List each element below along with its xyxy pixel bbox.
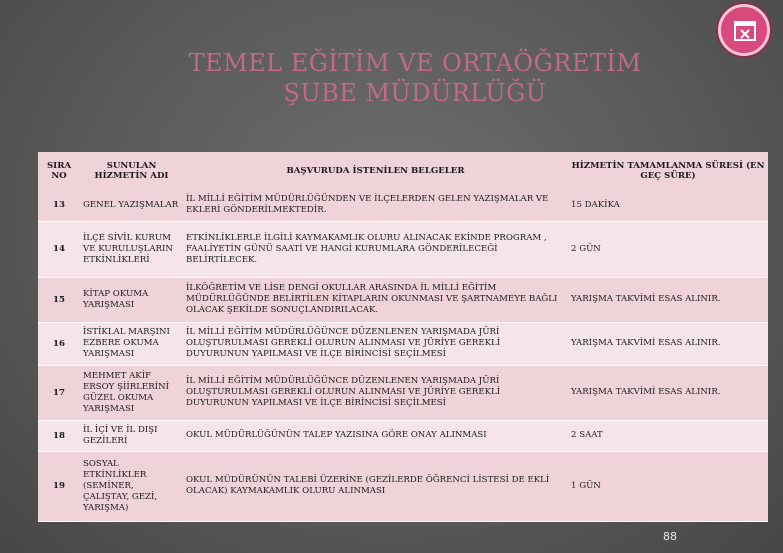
row-duration: YARIŞMA TAKVİMİ ESAS ALINIR. bbox=[568, 365, 768, 420]
row-duration: 2 GÜN bbox=[568, 221, 768, 277]
row-no: 19 bbox=[38, 451, 80, 521]
row-duration: YARIŞMA TAKVİMİ ESAS ALINIR. bbox=[568, 277, 768, 322]
table-row bbox=[38, 365, 768, 420]
table-row bbox=[38, 277, 768, 322]
header-service: SUNULAN HİZMETİN ADI bbox=[94, 161, 169, 181]
table-row bbox=[38, 190, 768, 221]
row-documents: İL MİLLİ EĞİTİM MÜDÜRLÜĞÜNDEN VE İLÇELERDEN GELEN YAZIŞMALAR VE EKLERİ GÖNDERİLMEKTEDİR. bbox=[183, 190, 568, 221]
row-no: 16 bbox=[38, 322, 80, 365]
row-service: MEHMET AKİF ERSOY ŞİİRLERİNİ GÜZEL OKUMA YARIŞMASI bbox=[80, 365, 183, 420]
table-header-row bbox=[38, 152, 768, 190]
title-line-2: ŞUBE MÜDÜRLÜĞÜ bbox=[283, 79, 547, 107]
row-no: 15 bbox=[38, 277, 80, 322]
table-row bbox=[38, 451, 768, 521]
presentation-close-icon bbox=[733, 19, 757, 43]
row-no: 13 bbox=[38, 190, 80, 221]
title-line-1: TEMEL EĞİTİM VE ORTAÖĞRETİM bbox=[188, 49, 642, 77]
row-service: GENEL YAZIŞMALAR bbox=[80, 190, 183, 221]
row-duration: 15 DAKİKA bbox=[568, 190, 768, 221]
row-duration: YARIŞMA TAKVİMİ ESAS ALINIR. bbox=[568, 322, 768, 365]
page-title bbox=[0, 48, 783, 108]
row-documents: OKUL MÜDÜRLÜĞÜNÜN TALEP YAZISINA GÖRE ONAY ALINMASI bbox=[183, 420, 568, 451]
row-documents: OKUL MÜDÜRÜNÜN TALEBİ ÜZERİNE (GEZİLERDE ÖĞRENCİ LİSTESİ DE EKLİ OLACAK) KAYMAKAMLIK OLURU ALINMASI bbox=[183, 451, 568, 521]
table-row bbox=[38, 322, 768, 365]
table-row bbox=[38, 221, 768, 277]
header-duration: HİZMETİN TAMAMLANMA SÜRESİ (EN GEÇ SÜRE) bbox=[571, 161, 765, 181]
row-service: İL İÇİ VE İL DIŞI GEZİLERİ bbox=[80, 420, 183, 451]
row-service: KİTAP OKUMA YARIŞMASI bbox=[80, 277, 183, 322]
row-documents: İL MİLLİ EĞİTİM MÜDÜRLÜĞÜNCE DÜZENLENEN YARIŞMADA JÜRİ OLUŞTURULMASI GEREKLİ OLURUN ALINMASI VE JÜRİYE GEREKLİ DUYURUNUN YAPILMASI VE İLÇE BİRİNCİSİ SEÇİLMESİ bbox=[183, 322, 568, 365]
row-documents: İLKÖĞRETİM VE LİSE DENGİ OKULLAR ARASINDA İL MİLLİ EĞİTİM MÜDÜRLÜĞÜNDE BELİRTİLEN KİTAPLARIN OKUNMASI VE ŞARTNAMEYE BAĞLI OLACAK ŞEKİLDE SONUÇLANDIRILACAK. bbox=[183, 277, 568, 322]
row-service: SOSYAL ETKİNLİKLER (SEMİNER, ÇALIŞTAY, GEZİ, YARIŞMA) bbox=[80, 451, 183, 521]
row-service: İSTİKLAL MARŞINI EZBERE OKUMA YARIŞMASI bbox=[80, 322, 183, 365]
header-no: SIRA NO bbox=[46, 161, 72, 181]
row-duration: 1 GÜN bbox=[568, 451, 768, 521]
table-row bbox=[38, 420, 768, 451]
row-no: 17 bbox=[38, 365, 80, 420]
header-documents: BAŞVURUDA İSTENİLEN BELGELER bbox=[286, 166, 465, 176]
row-no: 14 bbox=[38, 221, 80, 277]
row-service: İLÇE SİVİL KURUM VE KURULUŞLARIN ETKİNLİKLERİ bbox=[80, 221, 183, 277]
services-table bbox=[38, 152, 768, 522]
row-documents: İL MİLLİ EĞİTİM MÜDÜRLÜĞÜNCE DÜZENLENEN YARIŞMADA JÜRİ OLUŞTURULMASI GEREKLİ OLURUN ALINMASI VE JÜRİYE GEREKLİ DUYURUNUN YAPILMASI VE İLÇE BİRİNCİSİ SEÇİLMESİ bbox=[183, 365, 568, 420]
row-documents: ETKİNLİKLERLE İLGİLİ KAYMAKAMLIK OLURU ALINACAK EKİNDE PROGRAM , FAALİYETİN GÜNÜ SAATİ VE HANGİ KURUMLARA GÖNDERİLECEĞİ BELİRTİLECEK. bbox=[183, 221, 568, 277]
row-duration: 2 SAAT bbox=[568, 420, 768, 451]
row-no: 18 bbox=[38, 420, 80, 451]
page-number: 88 bbox=[663, 530, 677, 543]
